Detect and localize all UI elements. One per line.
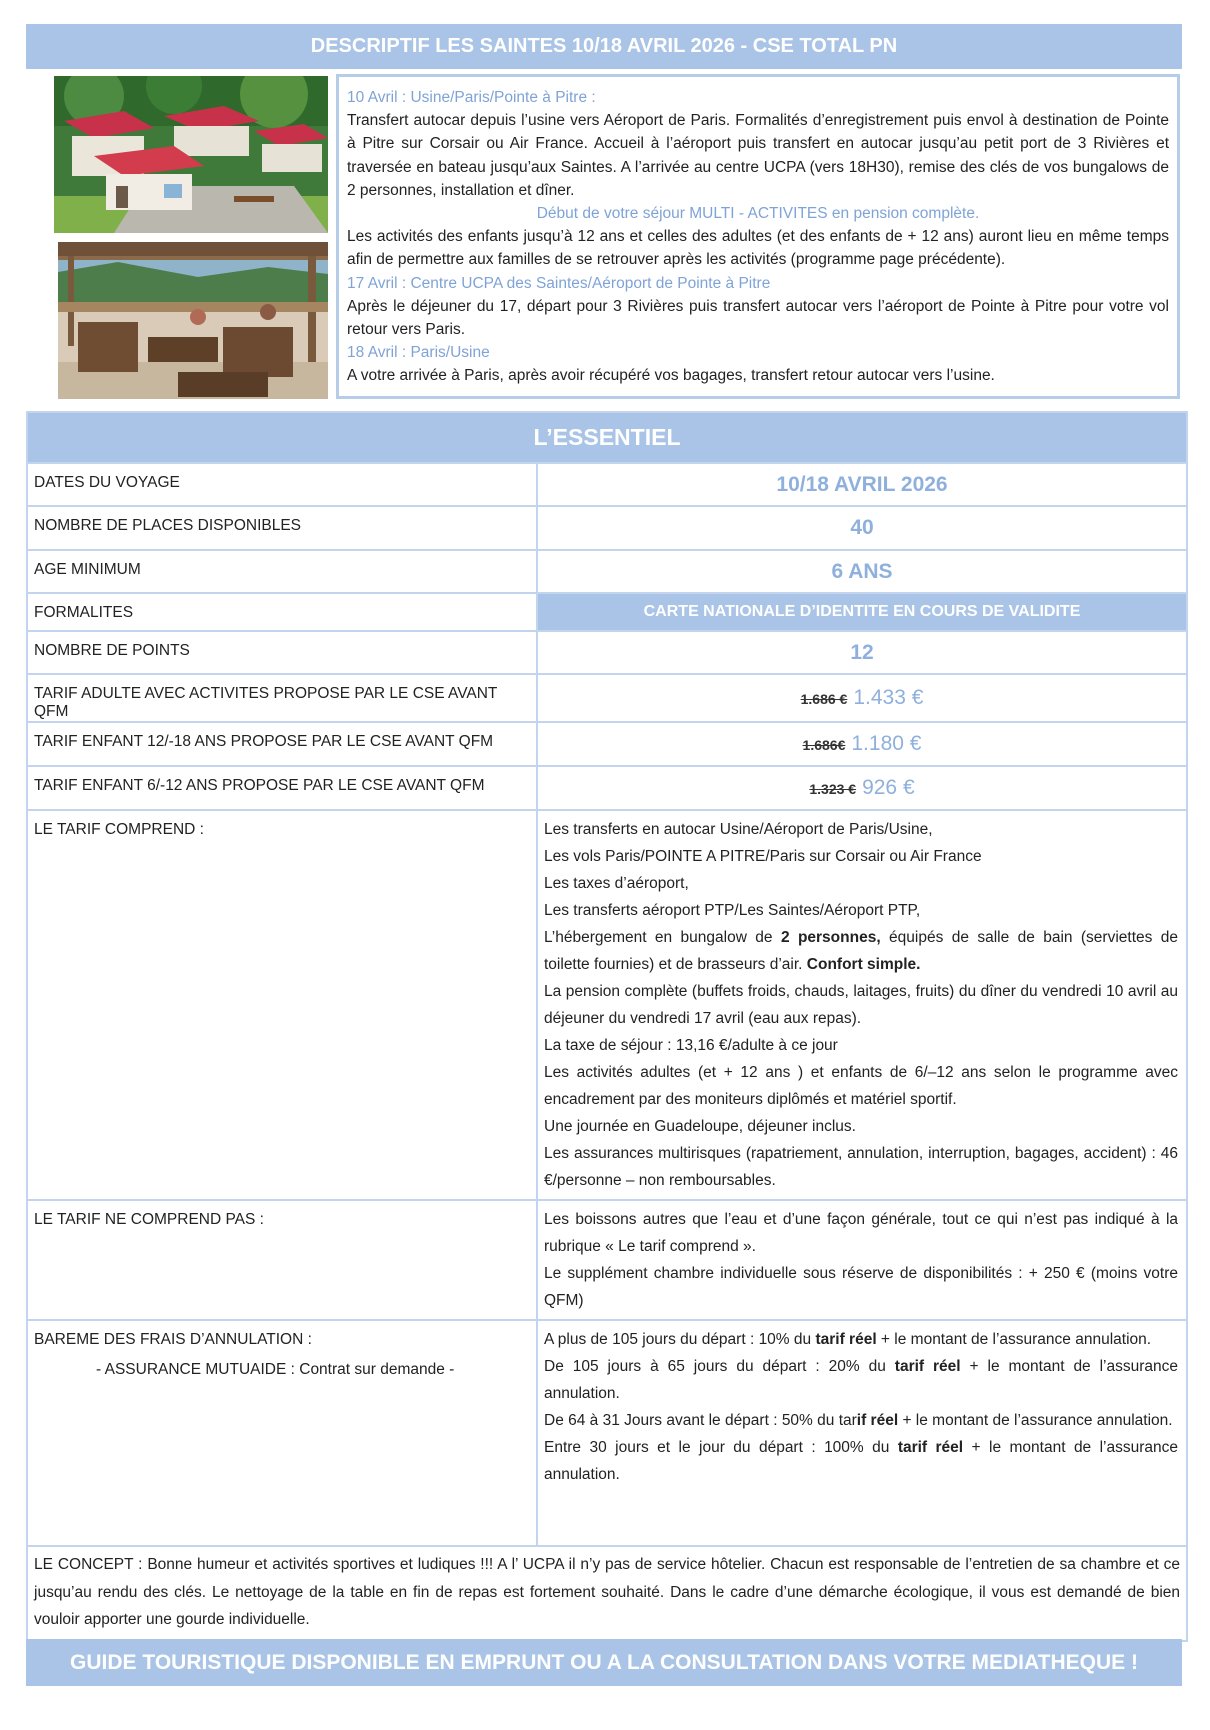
child-new-price: 926 € [862, 776, 915, 799]
ne-comprend-label: LE TARIF NE COMPREND PAS : [27, 1200, 537, 1320]
ne-comprend-list [537, 1200, 1187, 1320]
age-label: AGE MINIMUM [27, 550, 537, 593]
list-item-text: De 64 à 31 Jours avant le départ : 50% du tar [544, 1412, 857, 1429]
essentiel-table [26, 411, 1188, 1642]
list-item [544, 924, 1178, 978]
concept-text: LE CONCEPT : Bonne humeur et activités sportives et ludiques !!! A l’ UCPA il n’y pas de service hôtelier. Chacun est responsable de l’entretien de sa chambre et ce jusqu’au rendu des clés. Le nettoyage de la table en fin de repas est fortement souhaité. Dans le cadre d’une démarche écologique, il vous est demandé de bien vouloir apporter une gourde individuelle. [27, 1546, 1187, 1641]
list-item: Les taxes d’aéroport, [544, 875, 689, 892]
list-item [544, 1353, 1178, 1407]
list-item-text: + le montant de l’assurance annulation. [544, 1439, 1179, 1483]
bareme-sublabel: - ASSURANCE MUTUAIDE : Contrat sur demande - [96, 1361, 455, 1378]
bareme-label: BAREME DES FRAIS D’ANNULATION : [34, 1331, 312, 1348]
list-item: Les transferts aéroport PTP/Les Saintes/Aéroport PTP, [544, 902, 921, 919]
bareme-list [537, 1320, 1187, 1546]
list-item-text: + le montant de l’assurance annulation. [876, 1331, 1152, 1348]
guide-banner: GUIDE TOURISTIQUE DISPONIBLE EN EMPRUNT OU A LA CONSULTATION DANS VOTRE MEDIATHEQUE ! [26, 1639, 1182, 1686]
day3-text: A votre arrivée à Paris, après avoir récupéré vos bagages, transfert retour autocar vers l’usine. [347, 367, 995, 385]
list-item-text: A plus de 105 jours du départ : 10% du [544, 1331, 816, 1348]
list-item [544, 1434, 1178, 1488]
list-item-bold: tarif réel [815, 1331, 877, 1348]
list-item [544, 1407, 1178, 1434]
list-item: La pension complète (buffets froids, chauds, laitages, fruits) du dîner du vendredi 10 avril au déjeuner du vendredi 17 avril (eau aux repas). [544, 983, 1179, 1027]
list-item: Les transferts en autocar Usine/Aéroport de Paris/Usine, [544, 821, 933, 838]
list-item [544, 1326, 1178, 1353]
dates-label: DATES DU VOYAGE [27, 463, 537, 506]
list-item-bold: if réel [856, 1412, 899, 1429]
points-value: 12 [537, 631, 1187, 674]
list-item-text: + le montant de l’assurance annulation. [544, 1358, 1179, 1402]
list-item: La taxe de séjour : 13,16 €/adulte à ce jour [544, 1037, 838, 1054]
list-item: Une journée en Guadeloupe, déjeuner inclus. [544, 1118, 856, 1135]
teen-new-price: 1.180 € [851, 732, 922, 755]
comprend-label: LE TARIF COMPREND : [27, 810, 537, 1200]
adult-new-price: 1.433 € [853, 686, 924, 709]
teen-price-label: TARIF ENFANT 12/-18 ANS PROPOSE PAR LE CSE AVANT QFM [27, 722, 537, 766]
places-value: 40 [537, 506, 1187, 550]
day3-heading: 18 Avril : Paris/Usine [347, 344, 490, 362]
bungalows-illustration [54, 76, 328, 233]
comprend-list [537, 810, 1187, 1200]
list-item-text: + le montant de l’assurance annulation. [898, 1412, 1173, 1429]
activities-text: Les activités des enfants jusqu’à 12 ans et celles des adultes (et des enfants de + 12 ans) auront lieu en même temps afin de permettre aux familles de se retrouver après les activités (programme page précédente). [347, 228, 1169, 269]
adult-price-label: TARIF ADULTE AVEC ACTIVITES PROPOSE PAR LE CSE AVANT QFM [27, 674, 537, 722]
day1-text: Transfert autocar depuis l’usine vers Aéroport de Paris. Formalités d’enregistrement puis envol à destination de Pointe à Pitre sur Corsair ou Air France. Accueil à l’aéroport puis transfert en autocar jusqu’au petit port de 3 Rivières et traversée en bateau jusqu’aux Saintes. A l’arrivée au centre UCPA (vers 18H30), remise des clés de vos bungalows de 2 personnes, installation et dîner. [347, 112, 1169, 199]
day1-heading: 10 Avril : Usine/Paris/Pointe à Pitre : [347, 89, 596, 106]
day2-text: Après le déjeuner du 17, départ pour 3 Rivières puis transfert autocar vers l’aéroport de Pointe à Pitre pour votre vol retour vers Paris. [347, 297, 1169, 339]
formalites-label: FORMALITES [27, 593, 537, 631]
formalites-value: CARTE NATIONALE D’IDENTITE EN COURS DE VALIDITE [537, 593, 1187, 631]
child-old-price: 1.323 € [809, 781, 857, 797]
bareme-cell [27, 1320, 537, 1546]
teen-price [537, 722, 1187, 766]
list-item-bold: tarif réel [894, 1358, 961, 1375]
dates-value: 10/18 AVRIL 2026 [537, 463, 1187, 506]
list-item-text: Entre 30 jours et le jour du départ : 100% du [544, 1439, 898, 1456]
places-label: NOMBRE DE PLACES DISPONIBLES [27, 506, 537, 550]
teen-old-price: 1.686€ [802, 737, 846, 753]
day2-heading: 17 Avril : Centre UCPA des Saintes/Aéroport de Pointe à Pitre [347, 274, 771, 292]
list-item-text: De 105 jours à 65 jours du départ : 20% du [544, 1358, 895, 1375]
list-item: Le supplément chambre individuelle sous réserve de disponibilités : + 250 € (moins votre QFM) [544, 1265, 1179, 1309]
sejour-line: Début de votre séjour MULTI - ACTIVITES en pension complète. [536, 205, 980, 223]
terrace-illustration [58, 242, 328, 399]
list-item-bold: Confort simple. [806, 956, 921, 973]
list-item: Les activités adultes (et + 12 ans ) et enfants de 6/–12 ans selon le programme avec encadrement par des moniteurs diplômés et matériel sportif. [544, 1064, 1179, 1108]
child-price [537, 766, 1187, 810]
terrace-photo [58, 242, 328, 399]
list-item: Les assurances multirisques (rapatriement, annulation, interruption, bagages, accident) : 46 €/personne – non remboursables. [544, 1145, 1179, 1189]
adult-price [537, 674, 1187, 722]
list-item-text: L’hébergement en bungalow de [544, 929, 781, 946]
list-item-bold: tarif réel [897, 1439, 964, 1456]
child-price-label: TARIF ENFANT 6/-12 ANS PROPOSE PAR LE CSE AVANT QFM [27, 766, 537, 810]
list-item: Les boissons autres que l’eau et d’une façon générale, tout ce qui n’est pas indiqué à la rubrique « Le tarif comprend ». [544, 1211, 1179, 1255]
adult-old-price: 1.686 € [800, 691, 848, 707]
list-item: Les vols Paris/POINTE A PITRE/Paris sur Corsair ou Air France [544, 848, 982, 865]
points-label: NOMBRE DE POINTS [27, 631, 537, 674]
essentiel-title: L’ESSENTIEL [27, 412, 1187, 463]
list-item-text: équipés de salle de bain (serviettes de toilette fournies) et de brasseurs d’air. [544, 929, 1179, 973]
list-item-bold: 2 personnes, [780, 929, 881, 946]
page-title-banner: DESCRIPTIF LES SAINTES 10/18 AVRIL 2026 - CSE TOTAL PN [26, 24, 1182, 69]
itinerary-description [336, 74, 1180, 399]
age-value: 6 ANS [537, 550, 1187, 593]
bungalows-photo [54, 76, 328, 233]
